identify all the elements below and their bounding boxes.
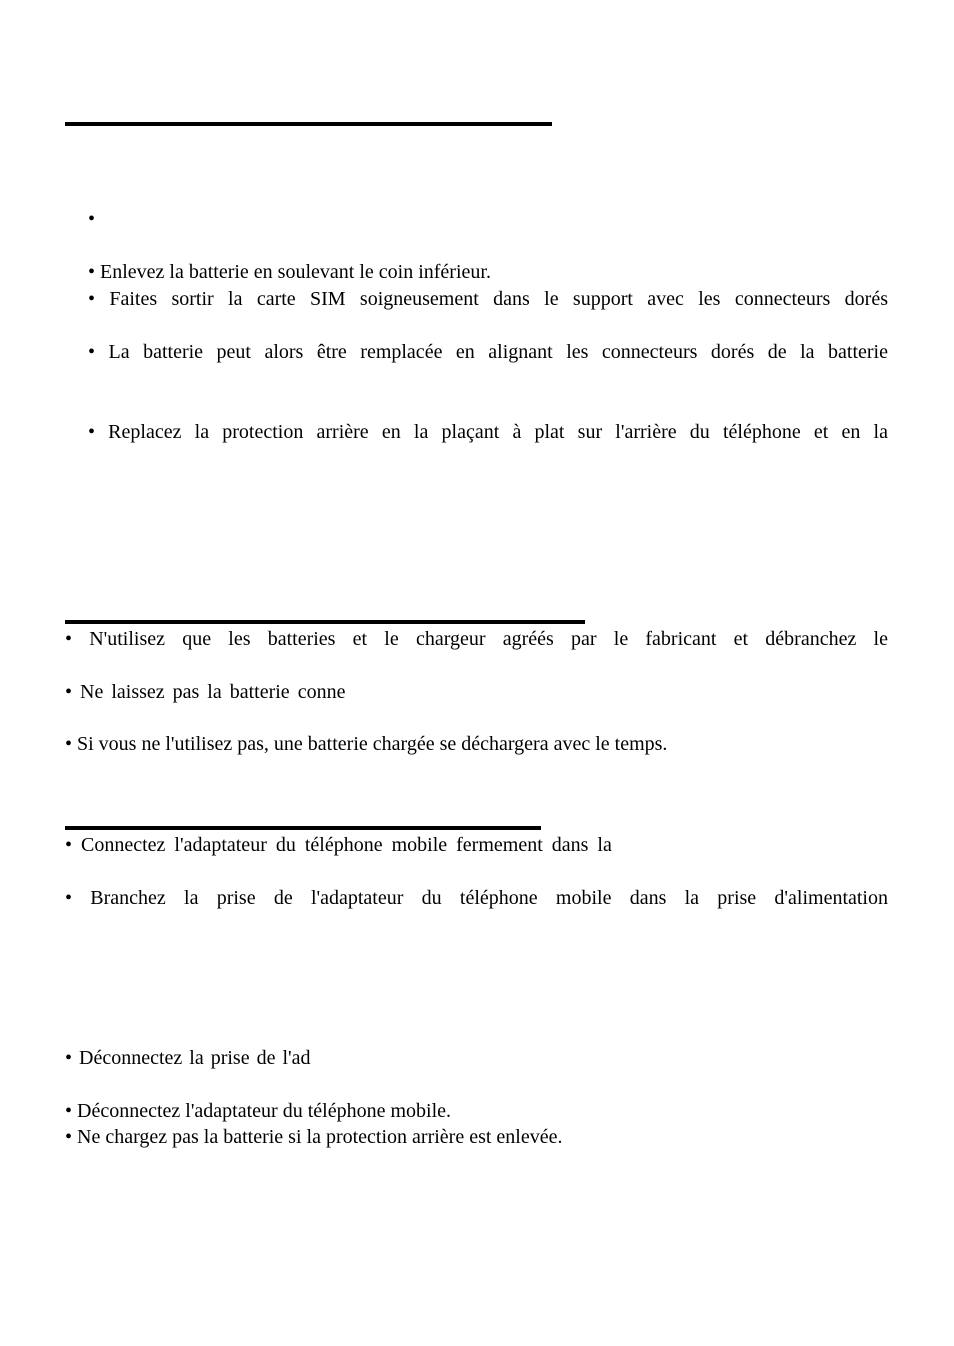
list-item-disconnect-plug: • Déconnectez la prise de l'ad: [65, 1047, 311, 1069]
list-item-no-charge-without-cover: • Ne chargez pas la batterie si la protection arrière est enlevée.: [65, 1126, 563, 1148]
list-item-remove-battery: • Enlevez la batterie en soulevant le coin inférieur.: [88, 261, 491, 283]
list-item-sim-card: • Faites sortir la carte SIM soigneusement dans le support avec les connecteurs dorés: [88, 288, 888, 310]
list-item-replace-cover: • Replacez la protection arrière en la plaçant à plat sur l'arrière du téléphone et en la: [88, 421, 888, 443]
list-item-battery-discharge: • Si vous ne l'utilisez pas, une batterie chargée se déchargera avec le temps.: [65, 733, 668, 755]
list-item-disconnect-adapter: • Déconnectez l'adaptateur du téléphone mobile.: [65, 1100, 451, 1122]
section-2-heading-rule: [65, 620, 585, 624]
list-item-replace-battery: • La batterie peut alors être remplacée en alignant les connecteurs dorés de la batterie: [88, 341, 888, 363]
section-3-heading-rule: [65, 826, 541, 830]
list-item-do-not-leave-battery: • Ne laissez pas la batterie conne: [65, 681, 346, 703]
list-item-connect-adapter: • Connectez l'adaptateur du téléphone mobile fermement dans la: [65, 834, 612, 856]
list-item-plug-adapter: • Branchez la prise de l'adaptateur du téléphone mobile dans la prise d'alimentation: [65, 887, 888, 909]
list-item-approved-batteries: • N'utilisez que les batteries et le chargeur agréés par le fabricant et débranchez le: [65, 628, 888, 650]
empty-bullet: •: [88, 208, 96, 230]
section-1-heading-rule: [65, 122, 552, 126]
